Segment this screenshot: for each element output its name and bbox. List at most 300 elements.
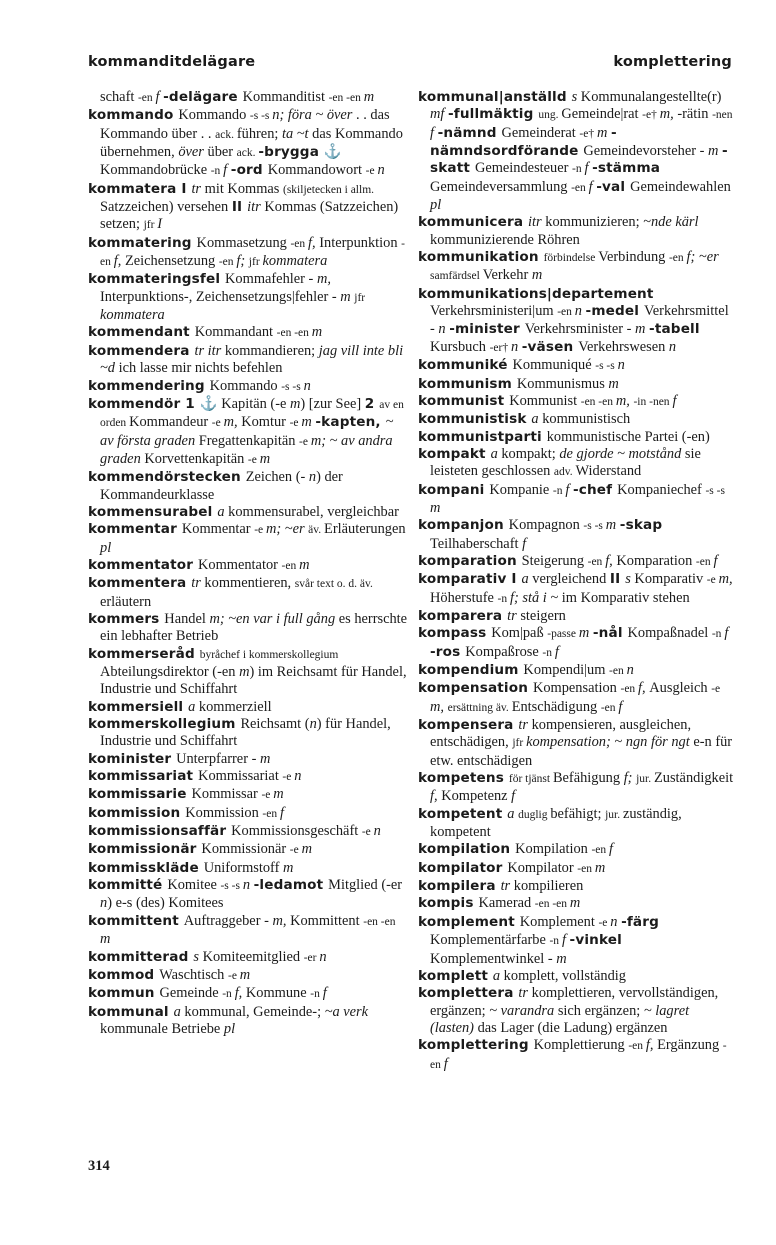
header-right-word: komplettering — [613, 54, 732, 70]
entry-text: kommunistische Partei (-en) — [546, 428, 710, 445]
grammar-italic: m — [301, 841, 312, 858]
grammar-italic: n — [373, 823, 381, 840]
dictionary-entry — [88, 504, 408, 521]
dictionary-entry — [418, 411, 736, 428]
headword: kommissionär — [88, 841, 202, 858]
entry-text: Verkehrsministeri|um — [430, 303, 558, 320]
headword: -nål — [592, 625, 628, 642]
grammar-italic: m — [596, 124, 611, 141]
entry-text: Kommunist — [509, 392, 581, 409]
small-note: -en — [557, 306, 575, 319]
dictionary-entry — [88, 841, 408, 859]
headword: kommunikations|departement — [418, 285, 654, 302]
headword: kommatera I — [88, 180, 192, 197]
headword: kommissarie — [88, 786, 192, 803]
dictionary-entry — [88, 768, 408, 786]
dictionary-entry — [418, 717, 736, 770]
headword: -kapten, — [315, 414, 386, 431]
grammar-italic: m, — [272, 912, 291, 929]
grammar-italic: f — [443, 1055, 448, 1072]
small-note: -in -nen — [633, 395, 673, 408]
grammar-italic: m — [608, 375, 619, 392]
headword: kompilation — [418, 841, 516, 858]
dictionary-entry — [88, 611, 408, 646]
headword: -medel — [585, 303, 644, 320]
headword: -delägare — [163, 89, 243, 105]
grammar-italic: n — [319, 948, 327, 965]
grammar-italic: f — [279, 804, 284, 821]
entry-text: Gemeinde — [159, 985, 223, 1002]
entry-text: kommentieren, — [204, 575, 295, 592]
entry-text: Kompagnon — [508, 517, 584, 534]
small-note: -n — [572, 163, 585, 176]
headword: kommerseråd — [88, 645, 200, 662]
entry-text: Kommunismus — [516, 375, 609, 392]
grammar-italic: f; stå i ~ — [510, 589, 562, 606]
headword: kommentar — [88, 521, 182, 538]
headword: kommission — [88, 804, 186, 821]
entry-text: Verkehrsminister - — [524, 321, 636, 338]
small-note: -n — [222, 988, 235, 1001]
entry-text: Interpunktions-, Zeichensetzungs|fehler - — [100, 288, 341, 305]
entry-text: ich lasse mir nichts befehlen — [118, 360, 283, 377]
small-note: byråchef i kommerskollegium — [199, 648, 339, 661]
small-note: -en — [430, 1040, 727, 1071]
entry-text: mit Kommas — [204, 180, 283, 197]
grammar-italic: m — [363, 89, 375, 105]
entry-text: Verbindung — [598, 249, 669, 266]
small-note: -e — [365, 165, 378, 178]
entry-text: kommandieren; — [224, 342, 319, 359]
grammar-italic: f; — [236, 253, 249, 270]
entry-text: das Kommando übernehmen, — [100, 125, 403, 161]
grammar-italic: m — [311, 324, 323, 341]
small-note: -en — [137, 92, 156, 104]
grammar-italic: tr — [518, 717, 532, 734]
headword: kompass — [418, 625, 492, 642]
small-note: -e — [299, 435, 311, 448]
headword: -nämndsordförande — [430, 124, 617, 160]
dictionary-entry — [88, 877, 408, 913]
small-note: -e — [227, 969, 240, 982]
dictionary-entry — [418, 482, 736, 518]
small-note: -en — [571, 181, 589, 194]
small-note: -s -s — [220, 880, 243, 893]
grammar-italic: ~ av första graden — [100, 414, 394, 449]
small-note: jfr — [512, 737, 527, 750]
headword: 2 — [364, 395, 380, 412]
small-note: -en — [668, 252, 687, 265]
entry-text: Kommafehler - — [225, 271, 317, 288]
headword: kommissariat — [88, 768, 199, 785]
page-number: 314 — [88, 1158, 110, 1174]
headword: komparera — [418, 607, 508, 624]
entry-text: vergleichend — [532, 571, 610, 588]
grammar-italic: tr — [518, 985, 532, 1002]
small-note: jfr — [248, 256, 263, 269]
entry-text: ) im Reichsamt für Handel, Industrie und Schiffahrt — [100, 664, 407, 698]
dictionary-entry — [88, 949, 408, 967]
small-note: jfr — [354, 291, 366, 304]
entry-text: kommensurabel, vergleichbar — [228, 503, 399, 520]
dictionary-entry — [88, 324, 408, 342]
grammar-italic: m — [290, 395, 301, 412]
grammar-italic: a — [173, 1003, 185, 1020]
headword: kommod — [88, 966, 160, 983]
entry-text: Verkehr — [482, 267, 532, 284]
grammar-italic: tr — [507, 607, 521, 624]
entry-text: Uniformstoff — [203, 859, 283, 876]
dictionary-entry — [88, 89, 408, 107]
headword: kompensation — [418, 680, 533, 697]
entry-text: Kompanie — [489, 481, 553, 498]
entry-text: Komparation — [616, 552, 696, 569]
grammar-italic: n — [610, 913, 622, 930]
entry-text: Kommando — [209, 377, 282, 394]
dictionary-entry — [88, 343, 408, 378]
entry-text: sich ergänzen; — [557, 1002, 644, 1019]
dictionary-entry — [88, 751, 408, 768]
grammar-italic: pl — [430, 197, 442, 214]
small-note: -n — [549, 935, 562, 948]
entry-text: ⚓ Kapitän (-e — [199, 395, 290, 412]
grammar-italic: f, — [308, 234, 320, 251]
left-column — [88, 89, 408, 1038]
headword: kommittent — [88, 912, 184, 929]
grammar-italic: över — [178, 144, 208, 161]
grammar-italic: kommatera — [262, 253, 328, 270]
grammar-italic: a — [217, 503, 229, 520]
entry-text: ) e-s (des) Komitees — [107, 895, 224, 912]
entry-text: . . das Kommando über . . — [100, 107, 390, 142]
entry-text: Kommanditist — [242, 89, 329, 105]
running-header — [88, 54, 732, 76]
small-note: -en — [281, 559, 300, 572]
entry-text: Komplement — [519, 913, 599, 930]
grammar-italic: m — [578, 625, 593, 642]
right-column — [418, 89, 736, 1074]
entry-text: Verkehrsmittel - — [430, 303, 729, 338]
entry-text: über — [207, 144, 237, 161]
headword: kommunal — [88, 1003, 174, 1020]
entry-text: im Komparativ stehen — [561, 589, 690, 606]
entry-text: Kommentator — [198, 556, 282, 573]
entry-text: das Lager (die Ladung) ergänzen — [477, 1019, 668, 1036]
headword: komplettering — [418, 1037, 534, 1054]
small-note: ack. — [215, 128, 237, 141]
grammar-italic: f — [223, 162, 231, 179]
small-note: -e — [711, 683, 721, 696]
dictionary-entry — [418, 841, 736, 859]
headword: kompensera — [418, 717, 519, 734]
headword: kommateringsfel — [88, 271, 226, 288]
grammar-italic: f — [322, 985, 327, 1002]
headword: II — [231, 199, 248, 216]
headword: kompis — [418, 895, 479, 912]
dictionary-entry — [418, 249, 736, 286]
entry-text: Waschtisch — [159, 966, 228, 983]
grammar-italic: ~nde kärl — [643, 214, 699, 231]
entry-text: Entschädigung — [511, 698, 601, 715]
grammar-italic: n — [438, 321, 450, 338]
small-note: jur. — [605, 808, 623, 821]
entry-text: Gemeinderat — [501, 124, 580, 141]
grammar-italic: f — [511, 788, 516, 805]
entry-text: ) der Kommandeurklasse — [100, 469, 343, 503]
dictionary-entry — [88, 235, 408, 272]
headword: kommersiell — [88, 698, 189, 715]
grammar-italic: n — [303, 377, 311, 394]
grammar-italic: f — [584, 160, 593, 177]
grammar-italic: m, — [718, 571, 733, 588]
small-note: -e — [598, 916, 611, 929]
headword: komparation — [418, 552, 522, 569]
small-note: -n — [711, 628, 725, 641]
grammar-italic: a — [507, 805, 519, 822]
entry-text: Höherstufe — [430, 589, 498, 606]
headword: kompetens — [418, 770, 509, 787]
dictionary-entry — [418, 553, 736, 571]
grammar-italic: a — [188, 698, 199, 715]
entry-text: Ausgleich — [649, 680, 712, 697]
dictionary-entry — [418, 985, 736, 1037]
small-note: -en -en — [580, 395, 616, 408]
grammar-italic: m, — [430, 698, 448, 715]
dictionary-entry — [88, 716, 408, 751]
grammar-italic: m — [239, 664, 250, 680]
dictionary-entry — [418, 517, 736, 553]
entry-text: kommunale Betriebe — [100, 1020, 224, 1037]
entry-text: Gemeindeversammlung — [430, 178, 572, 195]
dictionary-entry — [88, 396, 408, 469]
entry-text: Kompensation — [532, 680, 621, 697]
entry-text: Kursbuch — [430, 338, 490, 355]
headword: II — [609, 571, 626, 588]
grammar-italic: f, — [430, 788, 442, 805]
small-note: -n — [310, 988, 323, 1001]
entry-text: Komplementwinkel - — [430, 950, 557, 967]
grammar-italic: mf — [430, 106, 448, 123]
grammar-italic: ta ~t — [281, 125, 313, 142]
entry-text: Kommissionär — [201, 841, 290, 858]
headword: kommensurabel — [88, 503, 218, 520]
grammar-italic: tr — [191, 575, 205, 592]
entry-text: Kamerad — [478, 895, 535, 912]
grammar-italic: itr — [528, 214, 546, 231]
dictionary-entry — [418, 914, 736, 968]
small-note: ung. — [538, 109, 562, 122]
entry-text: kompakt; — [501, 445, 560, 462]
small-note: -s -s — [583, 520, 606, 533]
grammar-italic: s — [571, 89, 581, 105]
small-note: -en — [600, 701, 619, 714]
dictionary-entry — [88, 378, 408, 396]
entry-text: Komitee — [167, 877, 221, 894]
entry-text: Reichsamt ( — [240, 716, 310, 733]
entry-text: Kommandowort — [267, 162, 366, 179]
small-note: -e — [211, 417, 224, 430]
entry-text: Kommissar — [191, 786, 262, 803]
grammar-italic: m — [100, 931, 111, 948]
dictionary-entry — [418, 608, 736, 625]
entry-text: Korvettenkapitän — [144, 450, 248, 467]
grammar-italic: m — [531, 267, 543, 284]
dictionary-entry — [418, 860, 736, 878]
headword: kommunicera — [418, 214, 529, 231]
grammar-italic: tr — [500, 878, 514, 895]
entry-text: Komparativ — [634, 571, 707, 588]
grammar-italic: m — [635, 321, 650, 338]
grammar-italic: m, — [223, 414, 242, 431]
grammar-italic: s — [625, 571, 635, 588]
grammar-italic: m — [569, 895, 581, 912]
entry-text: Widerstand — [575, 463, 642, 480]
small-note: -s -s — [705, 484, 725, 497]
small-note: duglig — [518, 808, 551, 821]
entry-text: Kompilator — [507, 859, 578, 876]
grammar-italic: f — [588, 178, 597, 195]
entry-text: schaft — [100, 89, 138, 105]
small-note: -en — [262, 807, 280, 820]
grammar-italic: tr — [191, 180, 205, 197]
entry-text: Steigerung — [521, 552, 588, 569]
grammar-italic: n — [294, 768, 302, 785]
entry-text: ) für Handel, Industrie und Schiffahrt — [100, 716, 391, 750]
entry-text: Satzzeichen) versehen — [100, 199, 232, 216]
entry-text: Gemeindewahlen — [630, 178, 731, 195]
entry-text: Ergänzung — [657, 1037, 723, 1054]
dictionary-entry — [88, 1004, 408, 1039]
dictionary-entry — [418, 625, 736, 662]
headword: kommando — [88, 107, 179, 124]
grammar-italic: n; föra ~ över — [272, 107, 357, 124]
small-note: -en — [609, 665, 627, 677]
entry-text: erläutern — [100, 593, 152, 610]
grammar-italic: f — [672, 392, 677, 409]
dictionary-entry — [88, 271, 408, 324]
dictionary-entry — [88, 107, 408, 180]
headword: kommendant — [88, 324, 195, 341]
headword: kompilator — [418, 859, 508, 876]
entry-text: Kommando — [178, 107, 250, 124]
headword: kommers — [88, 610, 165, 627]
headword: kommerskollegium — [88, 716, 241, 733]
grammar-italic: n — [668, 338, 677, 355]
entry-text: Kommission — [185, 804, 263, 821]
dictionary-entry — [88, 860, 408, 877]
small-note: jur. — [636, 773, 654, 786]
small-note: -s -s — [281, 380, 304, 393]
grammar-italic: n — [100, 895, 108, 912]
dictionary-entry — [418, 680, 736, 717]
entry-text: Kompendi|um — [523, 662, 610, 678]
headword: komplett — [418, 967, 493, 984]
dictionary-entry — [418, 662, 736, 680]
entry-text: komplett, vollständig — [503, 967, 626, 984]
headword: kommunistparti — [418, 428, 547, 445]
dictionary-entry — [88, 575, 408, 611]
grammar-italic: m — [259, 450, 271, 467]
grammar-italic: f — [554, 643, 559, 660]
headword: kommunistisk — [418, 411, 532, 428]
dictionary-entry — [88, 181, 408, 235]
dictionary-entry — [88, 646, 408, 699]
dictionary-entry — [418, 357, 736, 375]
entry-text: Verkehrswesen — [578, 338, 669, 355]
headword: -färg — [621, 913, 659, 930]
dictionary-entry — [88, 521, 408, 557]
entry-text: Komplementärfarbe — [430, 932, 550, 949]
entry-text: e-n für etw. entschädigen — [430, 734, 733, 769]
dictionary-entry — [88, 699, 408, 716]
headword: kommendering — [88, 377, 210, 394]
entry-text: komplettieren, vervollständigen, ergänzen; — [430, 985, 719, 1019]
small-note: -en — [218, 256, 237, 269]
small-note: -e — [289, 417, 302, 430]
dictionary-entry — [88, 557, 408, 575]
grammar-italic: f — [565, 481, 573, 498]
grammar-italic: a — [490, 445, 502, 462]
entry-text: Teilhaberschaft — [430, 535, 523, 552]
headword: kommitté — [88, 877, 168, 894]
entry-text: Zeichen (- — [245, 469, 309, 486]
entry-text: Kom|paß — [491, 625, 548, 642]
entry-text: Kommissariat — [198, 768, 283, 785]
entry-text: Mitglied (-er — [328, 877, 403, 894]
dictionary-entry — [88, 469, 408, 504]
grammar-italic: n — [617, 357, 625, 374]
grammar-italic: f — [155, 89, 164, 105]
entry-text: kommunizierende Röhren — [430, 231, 580, 248]
entry-text: Gemeindesteuer — [474, 160, 573, 177]
entry-text: Fregattenkapitän — [198, 432, 300, 449]
grammar-italic: m — [259, 750, 271, 767]
small-note: -er — [303, 951, 320, 964]
dictionary-entry — [418, 214, 736, 249]
headword: kommendörstecken — [88, 469, 246, 486]
entry-text: kompilieren — [513, 878, 584, 895]
small-note: -en — [695, 555, 714, 568]
headword: kommentera — [88, 575, 192, 592]
headword: -skap — [619, 517, 663, 534]
entry-text: Komtur — [241, 414, 290, 431]
small-note: -en — [620, 683, 639, 696]
headword: -tabell — [649, 321, 700, 338]
entry-text: Kommunalangestellte(r) — [580, 89, 722, 105]
dictionary-entry — [88, 967, 408, 985]
grammar-italic: I — [157, 216, 163, 233]
dictionary-entry — [418, 429, 736, 446]
small-note: -en -en — [328, 92, 364, 104]
grammar-italic: m — [556, 950, 567, 967]
entry-text: Befähigung — [552, 770, 624, 787]
headword: kommendera — [88, 342, 195, 359]
headword: kommunal|anställd — [418, 89, 572, 105]
grammar-italic: tr itr — [194, 342, 225, 359]
entry-text: Interpunktion — [319, 234, 402, 251]
entry-text: es herrschte ein lebhafter Betrieb — [100, 610, 408, 645]
dictionary-entry — [418, 806, 736, 842]
grammar-italic: f; ~er — [686, 249, 719, 266]
headword: kommissionsaffär — [88, 823, 232, 840]
small-note: -nen — [712, 109, 733, 122]
dictionary-entry — [418, 393, 736, 411]
headword: kommun — [88, 985, 160, 1002]
grammar-italic: m; ~ av andra graden — [100, 432, 393, 467]
headword: -minister — [449, 321, 525, 338]
entry-text: Auftraggeber - — [183, 912, 273, 929]
dictionary-entry — [88, 985, 408, 1003]
